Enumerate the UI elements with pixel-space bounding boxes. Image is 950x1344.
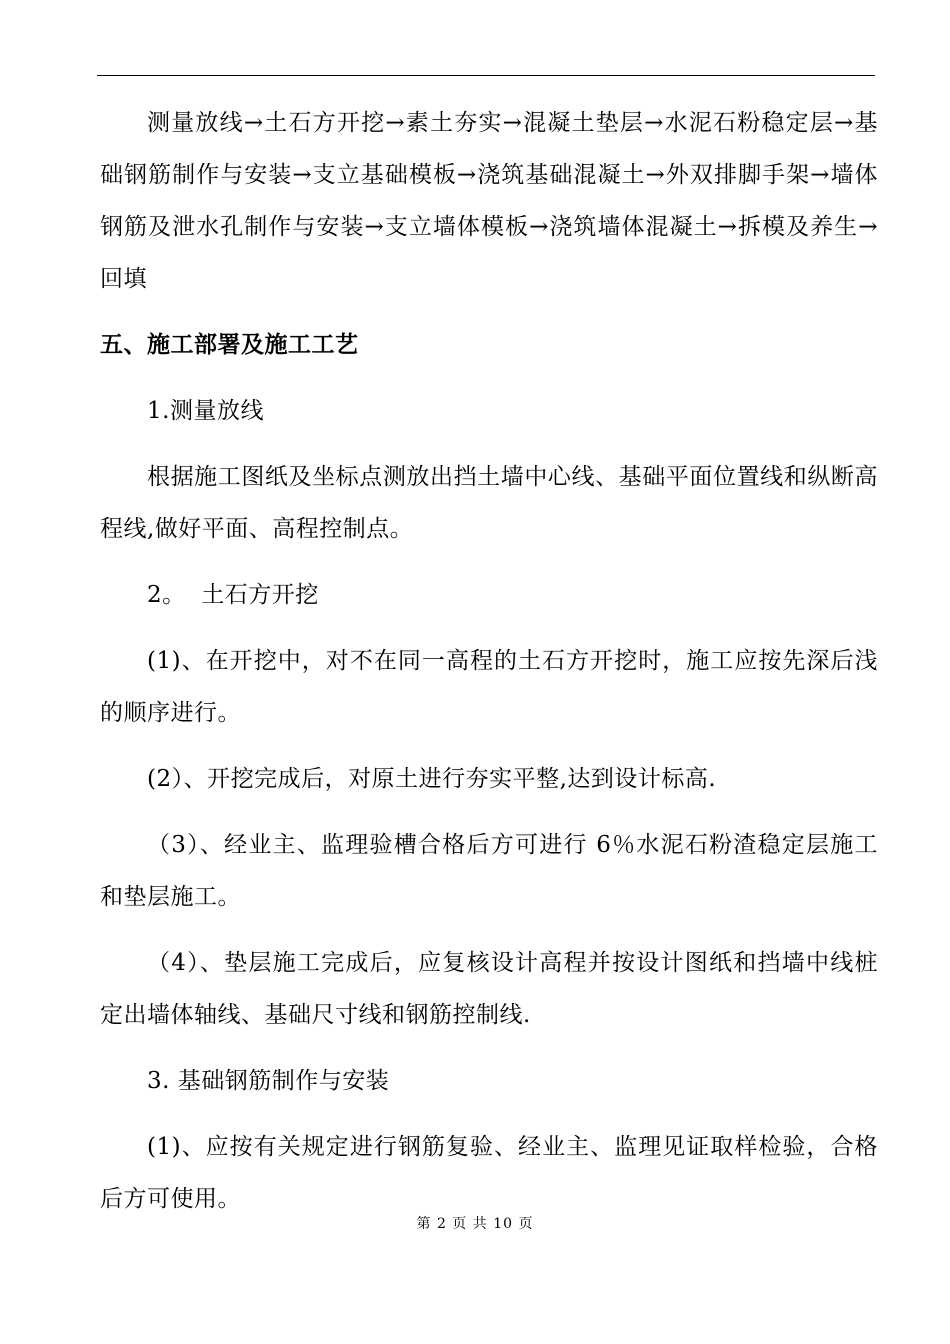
item3-paragraph-1: (1)、应按有关规定进行钢筋复验、经业主、监理见证取样检验，合格后方可使用。 <box>100 1134 878 1212</box>
item2-paragraph-4: （4）、垫层施工完成后，应复核设计高程并按设计图纸和挡墙中线桩定出墙体轴线、基础尺寸线和钢筋控制线. <box>100 950 878 1028</box>
spacer <box>100 437 878 451</box>
item2-paragraph-1: (1)、在开挖中，对不在同一高程的土石方开挖时，施工应按先深后浅的顺序进行。 <box>100 648 878 726</box>
document-body <box>100 97 878 1225</box>
item2-paragraph-2: (2）、开挖完成后，对原土进行夯实平整,达到设计标高. <box>147 766 717 792</box>
spacer <box>100 739 878 753</box>
page-footer: 第 2 页 共 10 页 <box>416 1216 534 1232</box>
spacer <box>100 305 878 319</box>
spacer <box>100 805 878 819</box>
spacer <box>100 555 878 569</box>
spacer <box>100 1041 878 1055</box>
process-flow-paragraph: 测量放线→土石方开挖→素土夯实→混凝土垫层→水泥石粉稳定层→基础钢筋制作与安装→支立基础模板→浇筑基础混凝土→外双排脚手架→墙体钢筋及泄水孔制作与安装→支立墙体模板→浇筑墙体混凝土→拆模及养生→回填 <box>100 110 878 292</box>
header-rule <box>97 75 875 76</box>
spacer <box>100 1107 878 1121</box>
section-heading: 五、施工部署及施工工艺 <box>100 331 359 358</box>
item2-title: 2。 土石方开挖 <box>147 582 319 608</box>
spacer <box>100 371 878 385</box>
item1-paragraph: 根据施工图纸及坐标点测放出挡土墙中心线、基础平面位置线和纵断高程线,做好平面、高程控制点。 <box>100 464 878 542</box>
item2-paragraph-3: （3）、经业主、监理验槽合格后方可进行 6％水泥石粉渣稳定层施工和垫层施工。 <box>100 832 878 910</box>
spacer <box>100 923 878 937</box>
item3-title: 3. 基础钢筋制作与安装 <box>147 1068 390 1094</box>
item1-title: 1.测量放线 <box>147 398 264 424</box>
spacer <box>100 621 878 635</box>
